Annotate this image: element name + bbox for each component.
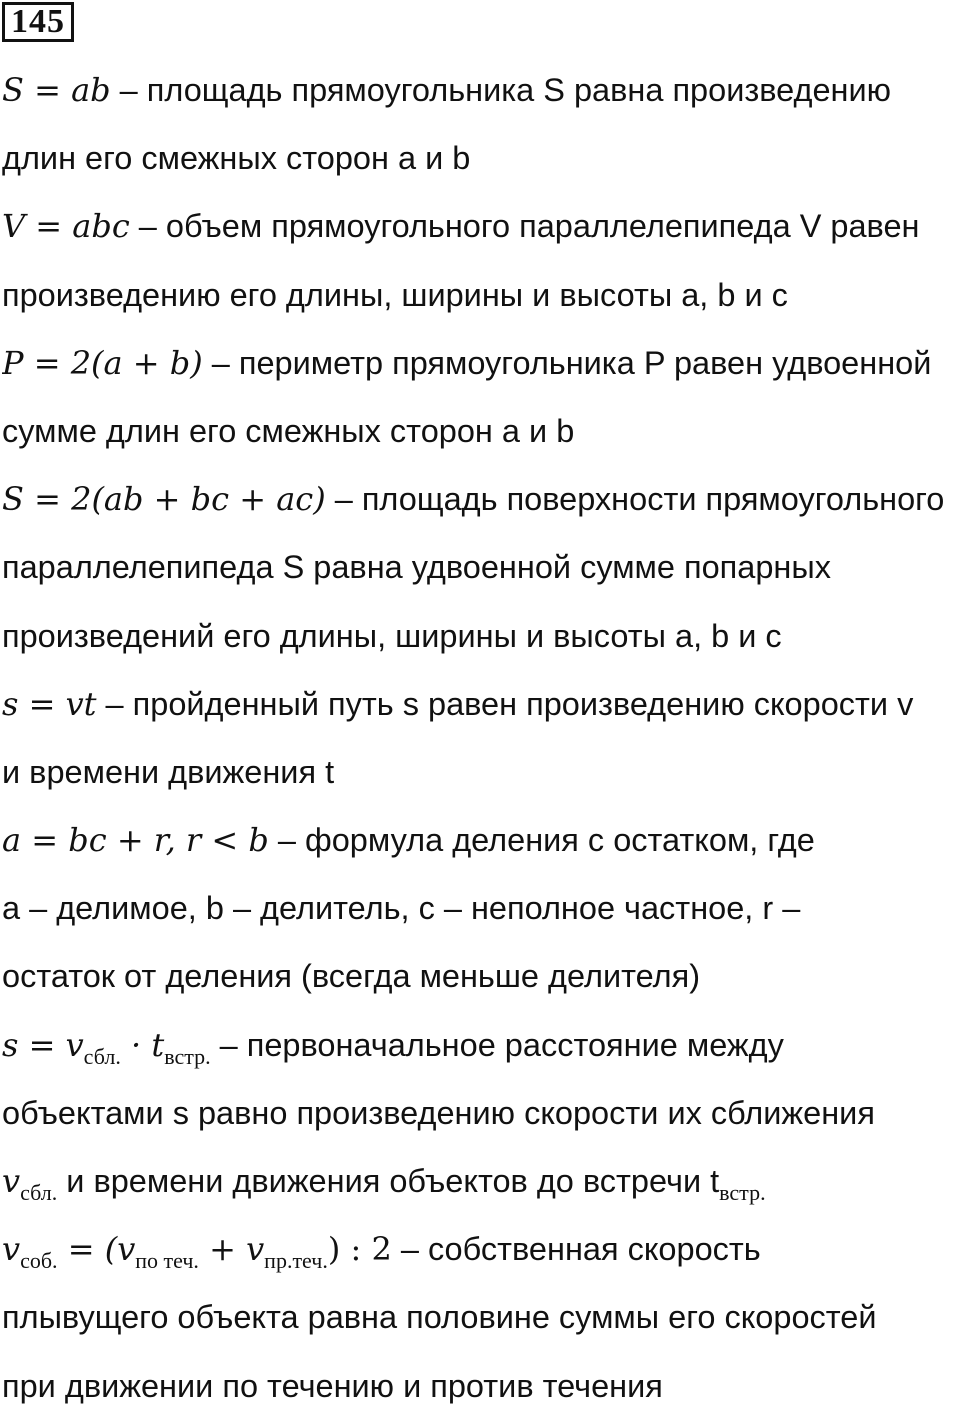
formula-division-remainder: a = bc + r, r < b	[2, 821, 269, 860]
line-1	[2, 56, 958, 124]
line-text: – формула деления с остатком, где	[268, 822, 815, 859]
formula-part: · t	[120, 1025, 165, 1064]
subscript: встр.	[719, 1180, 766, 1205]
formula-surface-area: S = 2(ab + bc + ac)	[2, 480, 326, 519]
formula-area-rectangle: S = ab	[2, 71, 111, 109]
subscript: соб.	[20, 1248, 58, 1274]
line-text: сумме длин его смежных сторон a и b	[2, 412, 575, 449]
line-text: параллелепипеда S равна удвоенной сумме попарных	[2, 549, 831, 586]
line-10	[2, 670, 958, 738]
line-text: при движении по течению и против течения	[2, 1367, 663, 1404]
subscript: сбл.	[83, 1043, 121, 1069]
line-5	[2, 329, 958, 397]
line-text: длин его смежных сторон a и b	[2, 140, 471, 177]
line-text: – первоначальное расстояние между	[210, 1026, 784, 1063]
line-text: произведений его длины, ширины и высоты a, b и c	[2, 617, 782, 654]
formula-part: = (v	[57, 1230, 136, 1269]
line-11	[2, 738, 958, 806]
line-8	[2, 533, 958, 601]
formula-distance: s = vt	[2, 684, 97, 723]
formula-part: + v	[198, 1230, 265, 1269]
subscript: пр.теч.	[264, 1248, 328, 1274]
formula-part: s = v	[2, 1025, 84, 1064]
subscript: сбл.	[20, 1180, 58, 1205]
line-text: – площадь поверхности прямоугольного	[325, 481, 945, 518]
line-text: плывущего объекта равна половине суммы его скоростей	[2, 1299, 877, 1336]
line-text: и времени движения объектов до встречи t	[57, 1163, 720, 1199]
formula-part: v	[2, 1230, 21, 1269]
line-3	[2, 192, 958, 260]
formula-part: ) : 2	[327, 1230, 392, 1269]
line-4	[2, 261, 958, 329]
line-16	[2, 1079, 958, 1147]
line-12	[2, 806, 958, 874]
line-text: и времени движения t	[2, 753, 335, 790]
subscript: встр.	[164, 1043, 211, 1069]
line-text: – площадь прямоугольника S равна произведению	[110, 72, 892, 108]
line-13	[2, 874, 958, 942]
line-17	[2, 1147, 958, 1215]
line-text: объектами s равно произведению скорости их сближения	[2, 1094, 875, 1131]
line-text: – объем прямоугольного параллелепипеда V равен	[129, 208, 920, 245]
task-number-box: 145	[2, 2, 74, 42]
line-9	[2, 602, 958, 670]
line-text: a – делимое, b – делитель, c – неполное частное, r –	[2, 890, 801, 927]
line-text: – пройденный путь s равен произведению скорости v	[96, 685, 914, 722]
line-18	[2, 1215, 958, 1283]
line-text: произведению его длины, ширины и высоты a, b и c	[2, 276, 788, 313]
formula-volume: V = abc	[2, 207, 130, 246]
line-15	[2, 1011, 958, 1079]
line-6	[2, 397, 958, 465]
formula-perimeter: P = 2(a + b)	[2, 343, 203, 382]
line-7	[2, 465, 958, 533]
formula-part: v	[2, 1162, 21, 1200]
line-text: остаток от деления (всегда меньше делителя)	[2, 958, 701, 995]
text-body	[2, 56, 958, 1420]
line-14	[2, 942, 958, 1010]
line-text: – периметр прямоугольника P равен удвоенной	[202, 344, 932, 381]
line-19	[2, 1283, 958, 1351]
line-text: – собственная скорость	[391, 1231, 761, 1268]
subscript: по теч.	[135, 1248, 199, 1274]
line-2	[2, 124, 958, 192]
